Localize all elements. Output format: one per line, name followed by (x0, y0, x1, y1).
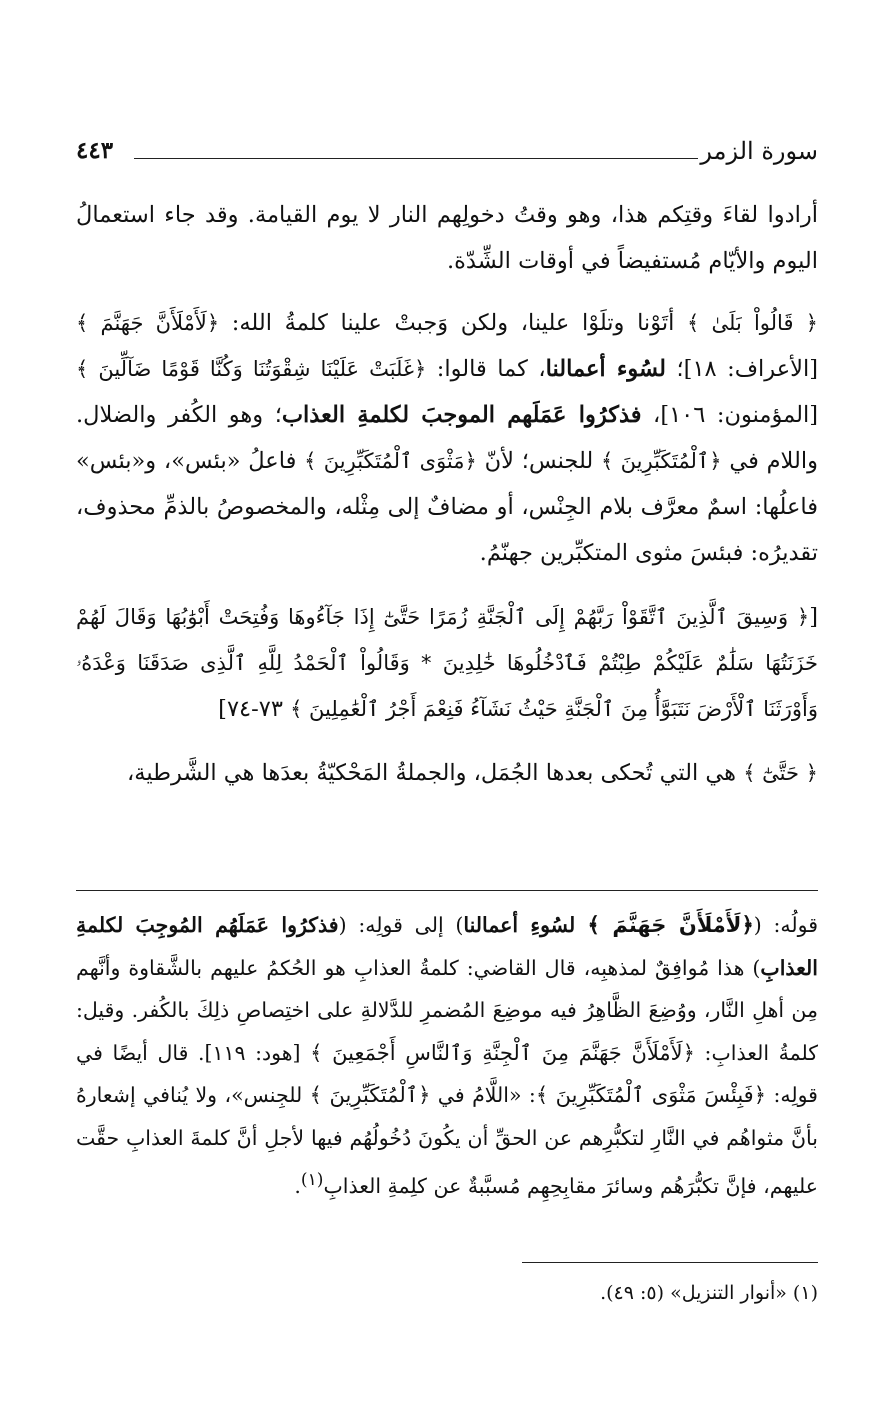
paragraph-4 (76, 750, 818, 796)
text-run: ) إلى قولِه: ( (338, 913, 464, 937)
text-run: . (294, 1173, 301, 1198)
text-run: [المؤمنون: ١٠٦]، (641, 402, 818, 428)
quran-verse: ﴿ٱلْمُتَكَبِّرِينَ ﴾ (309, 1083, 431, 1107)
quran-verse: ﴿ حَتَّىٰٓ ﴾ (743, 761, 818, 785)
bracket: [ (809, 604, 818, 630)
footnote-marker[interactable]: (١) (300, 1170, 324, 1190)
bold-run: فذكرُوا عَمَلَهُم المُوجِبَ لكلمةِ العذابِ (76, 913, 818, 980)
quran-verse: ﴿لَأَمْلَأَنَّ جَهَنَّمَ مِنَ ٱلْجِنَّةِ وَٱلنَّاسِ أَجْمَعِينَ ﴾ (310, 1040, 695, 1065)
paragraph-3 (76, 594, 818, 732)
commentary-separator (76, 890, 818, 891)
page-header (76, 134, 818, 170)
paragraph-1: أرادوا لقاءَ وقتِكم هذا، وهو وقتُ دخولِهم النار لا يوم القيامة. وقد جاء استعمالُ اليوم والأيّام مُستفيضاً في أوقات الشِّدّة. (76, 202, 818, 274)
quran-verse: ﴿لَأَمْلَأَنَّ جَهَنَّمَ ﴾ (76, 311, 220, 335)
text-run: هي التي تُحكى بعدها الجُمَل، والجملةُ المَحْكيّةُ بعدَها هي الشَّرطية، (127, 760, 744, 786)
main-text (76, 192, 818, 814)
quran-verse: ﴿ٱلْمُتَكَبِّرِينَ ﴾ (601, 449, 722, 473)
quran-verse: ﴿فَبِئْسَ مَثْوَى ٱلْمُتَكَبِّرِينَ ﴾ (535, 1083, 767, 1107)
bold-run: لسُوءِ أعمالنا (463, 913, 588, 937)
text-run: أتَوْنا وتلَوْا علينا، ولكن وَجبتْ علينا كلمةُ الله: (219, 310, 687, 336)
verse-numbers: ٧٣-٧٤] (218, 696, 291, 722)
commentary-text (76, 904, 818, 1207)
text-run: قولُه: ( (753, 913, 819, 937)
header-rule (134, 158, 698, 159)
paragraph-2 (76, 300, 818, 576)
text-run: : «اللَّامُ في (430, 1083, 536, 1107)
bold-run: فذكرُوا عَمَلَهم الموجبَ لكلمةِ العذاب (281, 402, 642, 428)
text-run: ) هذا مُوافِقٌ لمذهبِه، قال القاضي: كلمةُ العذابِ هو الحُكمُ عليهم بالشَّقاوة وأنَّهم مِن أهلِ النَّار، ووُضِعَ الظَّاهِرُ فيه موضِعَ المُضمرِ للدَّلالةِ على اختِصاصِ ذلِكَ بالكُفر. وقيل: كلمةُ العذابِ: (76, 955, 818, 1065)
text-run: [هود: ١١٩]. قال أيضًا في قولِه: (76, 1040, 818, 1107)
quran-verse: ﴿ قَالُواْ بَلَىٰ ﴾ (687, 311, 818, 335)
text-run: ؛ وهو الكُفر والضلال. واللام في (76, 402, 818, 474)
commentary-paragraph (76, 904, 818, 1207)
text-run: للجِنس»، ولا يُنافي إشعارهُ بأنَّ مثواهُم في النَّارِ لتكبُّرِهم عن الحقِّ أن يكُونَ دُخُولُهُم فيها لأجلِ أنَّ كلمةَ العذابِ حقَّت عليهم، فإنَّ تكبُّرَهُم وسائرَ مقابِحِهِم مُسبَّبةٌ عن كلِمةِ العذابِ (76, 1083, 818, 1198)
quran-verse: ﴿غَلَبَتْ عَلَيْنَا شِقْوَتُنَا وَكُنَّا قَوْمًا ضَآلِّينَ ﴾ (76, 357, 427, 381)
quran-verse: ﴿مَثْوَى ٱلْمُتَكَبِّرِينَ ﴾ (304, 449, 477, 473)
text-run: [الأعراف: ١٨]؛ (665, 356, 818, 382)
book-page (76, 0, 818, 1414)
footnote: (١) «أنوار التنزيل» (٥: ٤٩). (600, 1282, 818, 1304)
page-number: ٤٤٣ (76, 137, 114, 164)
footnote-rule (522, 1262, 818, 1263)
text-run: للجنس؛ لأنّ (476, 448, 602, 474)
quran-verse-block: ﴿ وَسِيقَ ٱلَّذِينَ ٱتَّقَوْاْ رَبَّهُمْ إِلَى ٱلْجَنَّةِ زُمَرًا حَتَّىٰٓ إِذَا جَآءُوهَا وَفُتِحَتْ أَبْوَٰبُهَا وَقَالَ لَهُمْ خَزَنَتُهَا سَلَٰمٌ عَلَيْكُمْ طِبْتُمْ فَٱدْخُلُوهَا خَٰلِدِينَ * وَقَالُواْ ٱلْحَمْدُ لِلَّهِ ٱلَّذِى صَدَقَنَا وَعْدَهُۥ وَأَوْرَثَنَا ٱلْأَرْضَ نَتَبَوَّأُ مِنَ ٱلْجَنَّةِ حَيْثُ نَشَآءُ فَنِعْمَ أَجْرُ ٱلْعَٰمِلِينَ ﴾ (76, 605, 818, 721)
text-run: فاعلُ «بئس»، و«بئس» فاعلُها: اسمٌ معرَّف بلام الجِنْس، أو مضافٌ إلى مِثْله، والمخصوصُ بالذمِّ محذوف، تقديرُه: فبئسَ مثوى المتكبِّرين جهنّمُ. (76, 448, 818, 566)
text-run: ، كما قالوا: (426, 356, 546, 382)
quran-verse: ﴿لَأَمْلَأَنَّ جَهَنَّمَ ﴾ (587, 913, 754, 937)
bold-run: لسُوء أعمالنا (545, 356, 666, 382)
surah-title: سورة الزمر (700, 137, 818, 165)
